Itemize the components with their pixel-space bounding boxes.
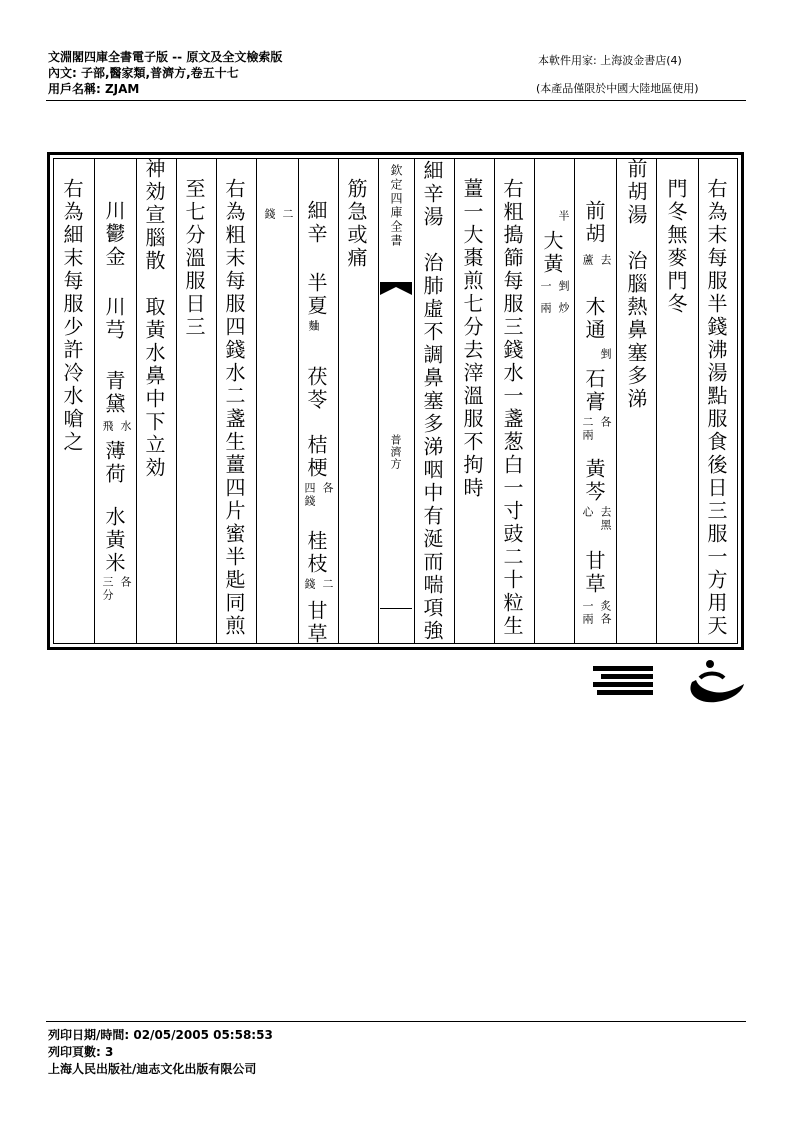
header-username: 用戶名稱: ZJAM (48, 82, 140, 96)
column-divider (338, 158, 339, 644)
text-column: 右為粗末每服四錢水二盞生薑四片蜜半匙同煎 (222, 178, 246, 638)
annotation: 炒 (557, 302, 570, 315)
column-divider (698, 158, 699, 644)
fish-tail-mark-icon (378, 282, 414, 296)
herb-name: 桂枝 (304, 530, 328, 576)
spine-tab-line (380, 608, 412, 609)
header-content-path: 內文: 子部,醫家類,普濟方,卷五十七 (48, 66, 239, 80)
footer-print-datetime: 列印日期/時間: 02/05/2005 05:58:53 (48, 1028, 273, 1042)
annotation: 各 (321, 482, 334, 495)
annotation: 錢 (263, 208, 276, 221)
spine-book-name: 普濟方 (389, 434, 402, 470)
text-column: 神効宣腦散 取黃水鼻中下立効 (142, 158, 166, 480)
annotation: 二 (321, 578, 334, 591)
text-column: 至七分溫服日三 (182, 178, 206, 339)
book-spine (378, 158, 414, 644)
annotation: 飛 (101, 420, 114, 433)
herb-name: 細辛 (304, 200, 328, 246)
column-divider (176, 158, 177, 644)
herb-name: 水黃米 (102, 506, 126, 575)
header-region-notice: (本產品僅限於中國大陸地區使用) (536, 82, 699, 95)
herb-name: 甘草 (304, 600, 328, 646)
annotation: 兩 (539, 302, 552, 315)
annotation: 剉 (599, 348, 612, 361)
annotation: 炙各 (599, 600, 612, 626)
column-divider (616, 158, 617, 644)
spine-title: 欽定四庫全書 (389, 164, 403, 248)
text-column: 門冬無麥門冬 (664, 178, 688, 316)
header-licensee: 本軟件用家: 上海波金書店(4) (538, 54, 682, 67)
footer-rule (46, 1021, 746, 1022)
herb-name: 川芎 (102, 296, 126, 342)
column-divider (216, 158, 217, 644)
header-title: 文淵閣四庫全書電子版 -- 原文及全文檢索版 (48, 50, 283, 64)
text-column: 前胡湯 治腦熱鼻塞多涕 (624, 158, 648, 411)
column-divider (574, 158, 575, 644)
annotation: 三分 (101, 576, 114, 602)
annotation: 二兩 (581, 416, 594, 442)
herb-name: 桔梗 (304, 434, 328, 480)
text-column: 筋急或痛 (344, 178, 368, 270)
column-divider (534, 158, 535, 644)
column-divider (494, 158, 495, 644)
annotation: 麯 (307, 320, 320, 333)
annotation: 一 (539, 280, 552, 293)
column-divider (656, 158, 657, 644)
annotation: 水 (119, 420, 132, 433)
herb-name: 黃芩 (582, 458, 606, 504)
annotation: 各 (119, 576, 132, 589)
column-divider (298, 158, 299, 644)
header-rule (46, 100, 746, 101)
annotation: 剉 (557, 280, 570, 293)
herb-name: 茯苓 (304, 366, 328, 412)
herb-name: 木通 (582, 296, 606, 342)
footer-publisher: 上海人民出版社/迪志文化出版有限公司 (48, 1062, 257, 1076)
herb-name: 薄荷 (102, 440, 126, 486)
text-column: 右為末每服半錢沸湯點服食後日三服一方用天 (704, 178, 728, 638)
column-divider (136, 158, 137, 644)
column-divider (256, 158, 257, 644)
seal-logo-icon (684, 658, 746, 708)
annotation: 去黑 (599, 506, 612, 532)
column-divider (414, 158, 415, 644)
footer-print-pages: 列印頁數: 3 (48, 1045, 114, 1059)
annotation: 二 (281, 208, 294, 221)
text-column: 薑一大棗煎七分去滓溫服不拘時 (460, 178, 484, 500)
herb-name: 前胡 (582, 200, 606, 246)
annotation: 半 (557, 210, 570, 223)
stripes-logo-icon (593, 658, 657, 698)
herb-name: 甘草 (582, 550, 606, 596)
text-column: 右為細末每服少許冷水嗆之 (60, 178, 84, 454)
annotation: 四錢 (303, 482, 316, 508)
annotation: 心 (581, 506, 594, 519)
annotation: 錢 (303, 578, 316, 591)
annotation: 各 (599, 416, 612, 429)
text-column: 細辛湯 治肺虛不調鼻塞多涕咽中有涎而喘項強 (420, 160, 444, 643)
annotation: 去 (599, 254, 612, 267)
text-column: 右粗搗篩每服三錢水一盞葱白一寸豉二十粒生 (500, 178, 524, 638)
annotation: 蘆 (581, 254, 594, 267)
column-divider (454, 158, 455, 644)
herb-name: 石膏 (582, 368, 606, 414)
herb-name: 半夏 (304, 272, 328, 318)
annotation: 一兩 (581, 600, 594, 626)
herb-name: 青黛 (102, 370, 126, 416)
column-divider (94, 158, 95, 644)
herb-name: 川鬱金 (102, 200, 126, 269)
herb-name: 大黃 (540, 230, 564, 276)
